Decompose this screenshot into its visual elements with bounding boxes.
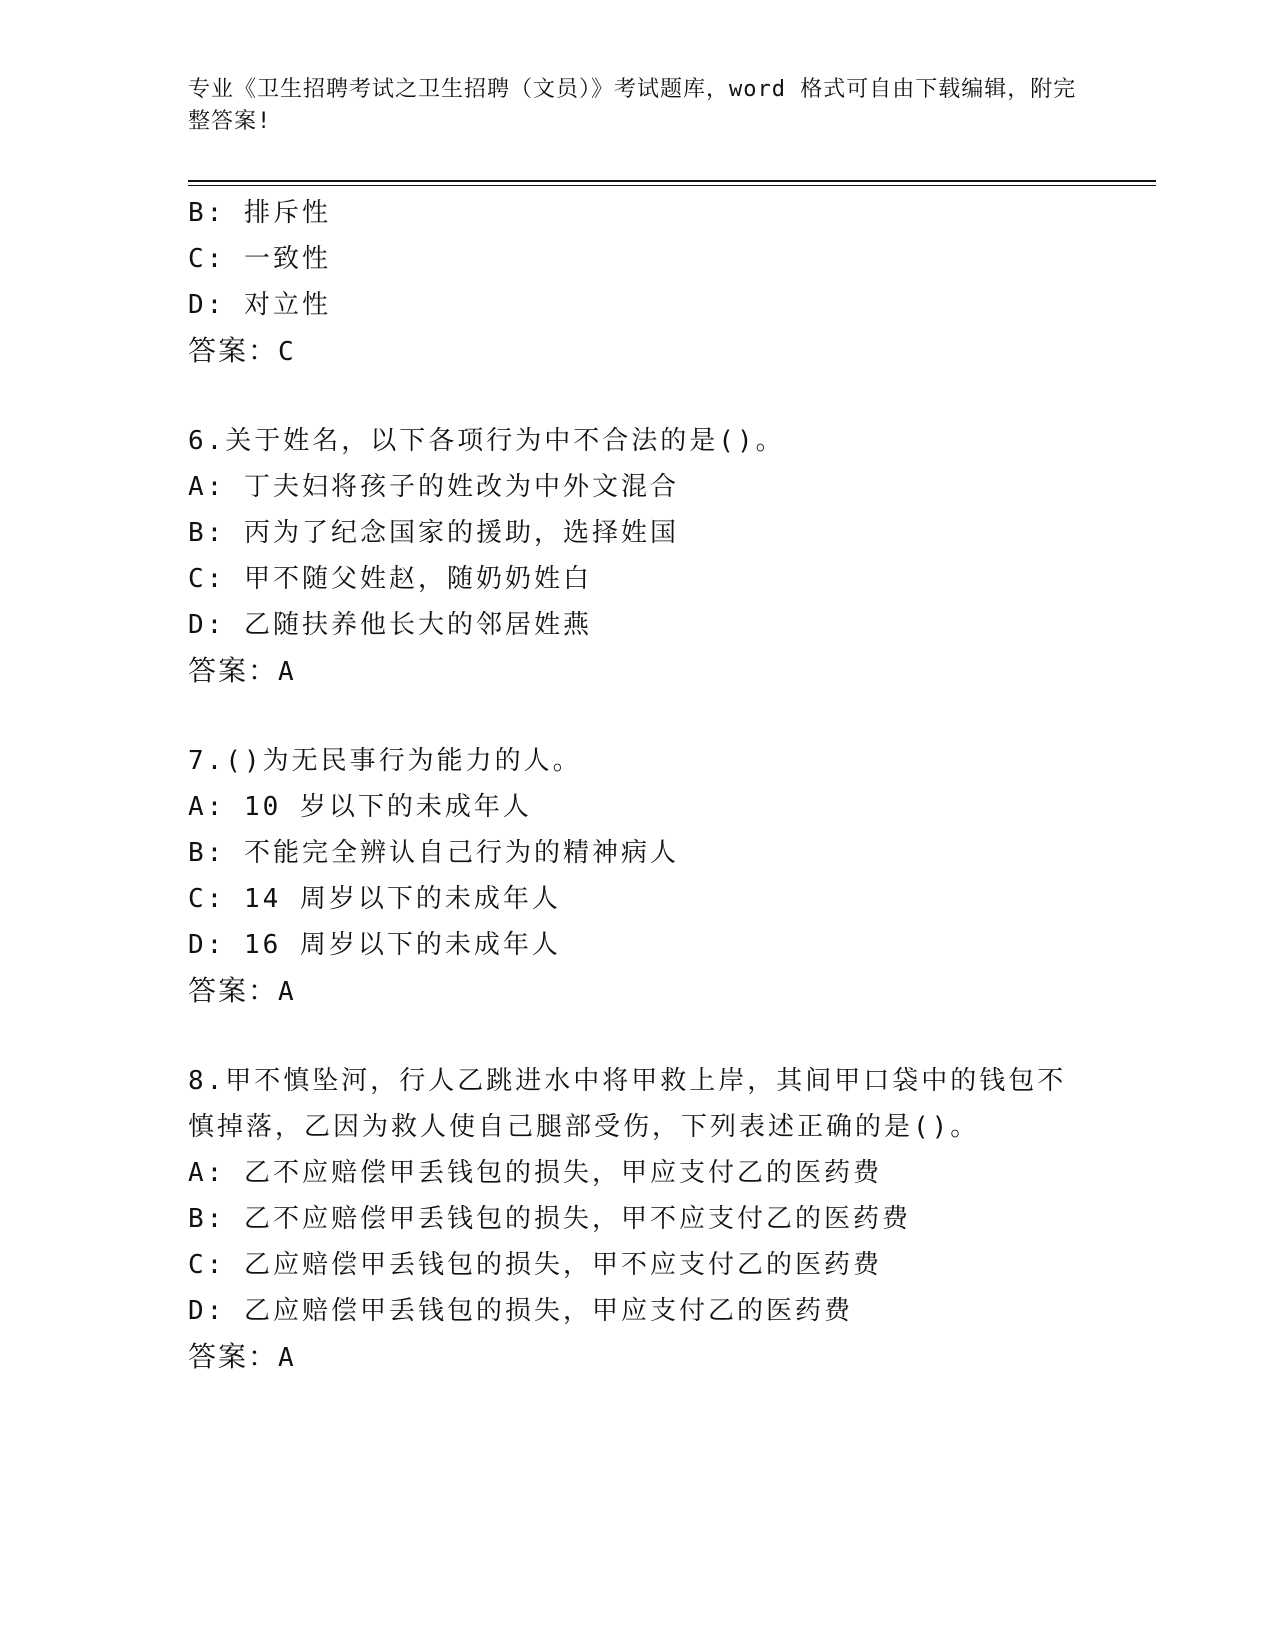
option-b: B: 不能完全辨认自己行为的精神病人 [188, 838, 679, 868]
answer-label: 答案： [188, 654, 279, 687]
spacer [188, 374, 1088, 418]
spacer [188, 694, 1088, 738]
option-c: C: 一致性 [188, 244, 331, 274]
option-d: D: 对立性 [188, 290, 331, 320]
spacer [188, 1014, 1088, 1058]
answer-label: 答案： [188, 334, 279, 367]
answer-line [188, 648, 1088, 694]
header-rule-thin [188, 185, 1156, 186]
question-list [188, 190, 1088, 1380]
question-block-7 [188, 738, 1088, 1014]
option-d: D: 乙应赔偿甲丢钱包的损失，甲应支付乙的医药费 [188, 1296, 853, 1326]
answer-value: A [278, 1343, 296, 1373]
option-b: B: 丙为了纪念国家的援助，选择姓国 [188, 518, 679, 548]
option-d: D: 乙随扶养他长大的邻居姓燕 [188, 610, 592, 640]
answer-line [188, 968, 1088, 1014]
question-block-6 [188, 418, 1088, 694]
option-a: A: 乙不应赔偿甲丢钱包的损失，甲应支付乙的医药费 [188, 1158, 882, 1188]
option-c: C: 14 周岁以下的未成年人 [188, 884, 561, 914]
option-d: D: 16 周岁以下的未成年人 [188, 930, 561, 960]
answer-line [188, 328, 1088, 374]
question-stem: 7.()为无民事行为能力的人。 [188, 746, 582, 776]
answer-line [188, 1334, 1088, 1380]
question-block-prev [188, 190, 1088, 374]
answer-label: 答案： [188, 974, 279, 1007]
question-stem: 8.甲不慎坠河，行人乙跳进水中将甲救上岸，其间甲口袋中的钱包不慎掉落，乙因为救人使自己腿部受伤，下列表述正确的是()。 [188, 1066, 1067, 1142]
answer-value: A [278, 657, 296, 687]
option-c: C: 乙应赔偿甲丢钱包的损失，甲不应支付乙的医药费 [188, 1250, 882, 1280]
answer-value: A [278, 977, 296, 1007]
header-rule-thick [188, 180, 1156, 182]
option-b: B: 乙不应赔偿甲丢钱包的损失，甲不应支付乙的医药费 [188, 1204, 911, 1234]
option-c: C: 甲不随父姓赵，随奶奶姓白 [188, 564, 592, 594]
option-a: A: 10 岁以下的未成年人 [188, 792, 532, 822]
answer-label: 答案： [188, 1340, 279, 1373]
option-a: A: 丁夫妇将孩子的姓改为中外文混合 [188, 472, 679, 502]
option-b: B: 排斥性 [188, 198, 331, 228]
question-block-8 [188, 1058, 1088, 1380]
answer-value: C [278, 337, 296, 367]
question-stem: 6.关于姓名，以下各项行为中不合法的是()。 [188, 426, 785, 456]
page-header: 专业《卫生招聘考试之卫生招聘（文员）》考试题库，word 格式可自由下载编辑，附完整答案! [188, 77, 1077, 134]
